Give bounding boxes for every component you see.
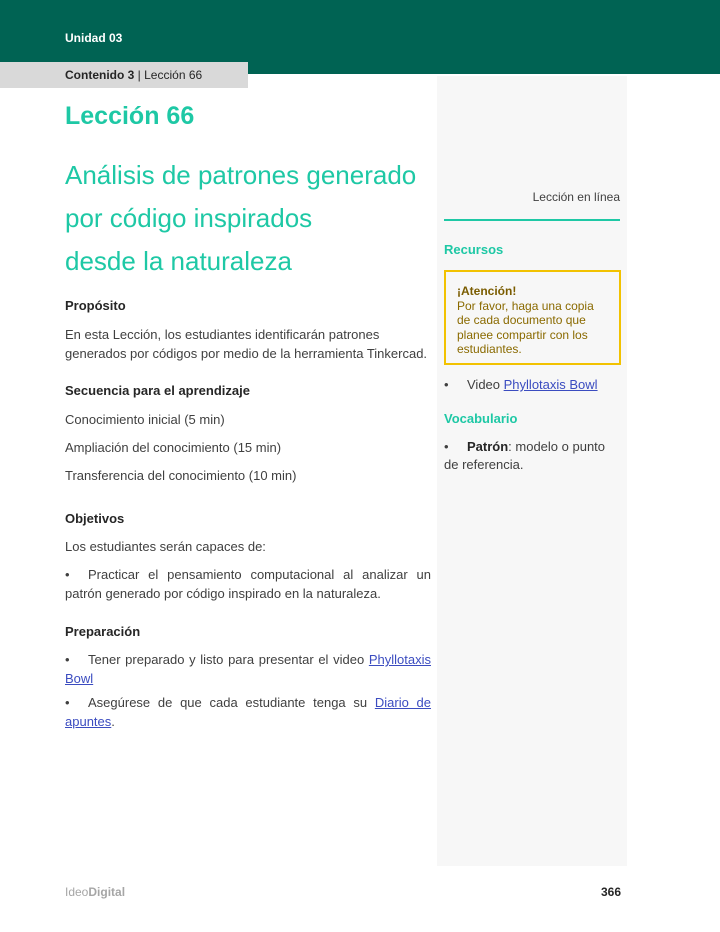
sequence-item: Ampliación del conocimiento (15 min) bbox=[65, 440, 282, 455]
vocabulary-heading: Vocabulario bbox=[444, 411, 518, 426]
objective-item bbox=[65, 565, 431, 603]
objectives-intro: Los estudiantes serán capaces de: bbox=[65, 539, 266, 554]
phyllotaxis-bowl-link[interactable]: Phyllotaxis Bowl bbox=[65, 652, 431, 686]
resources-heading: Recursos bbox=[444, 242, 504, 257]
period: . bbox=[111, 714, 115, 729]
page-number: 366 bbox=[600, 885, 621, 899]
notice-title: ¡Atención! bbox=[457, 284, 517, 298]
lesson-title: Lección 66 bbox=[65, 102, 195, 130]
sidebar-divider bbox=[444, 219, 620, 221]
preparation-text: Tener preparado y listo para presentar el video bbox=[88, 652, 369, 667]
diario-de-apuntes-link[interactable]: Diario de apuntes bbox=[65, 695, 432, 729]
breadcrumb-separator: | bbox=[134, 68, 145, 82]
preparation-text: Asegúrese de que cada estudiante tenga su bbox=[88, 695, 375, 710]
sequence-heading: Secuencia para el aprendizaje bbox=[65, 383, 250, 398]
unit-label: Unidad 03 bbox=[65, 31, 123, 45]
preparation-item bbox=[65, 650, 431, 688]
bullet-icon: • bbox=[65, 695, 70, 710]
breadcrumb-content: Contenido 3 bbox=[65, 68, 135, 82]
sequence-item: Conocimiento inicial (5 min) bbox=[65, 412, 225, 427]
objective-text: Practicar el pensamiento computacional al analizar un patrón generado por código inspirado en la naturaleza. bbox=[65, 567, 431, 601]
title-line: por código inspirados bbox=[65, 203, 313, 233]
purpose-text: En esta Lección, los estudiantes identificarán patrones generados por códigos por medio de la herramienta Tinkercad. bbox=[65, 327, 428, 361]
online-lesson-label: Lección en línea bbox=[532, 190, 620, 204]
preparation-item bbox=[65, 693, 431, 731]
vocabulary-item bbox=[444, 438, 620, 474]
resource-text: Video bbox=[467, 377, 504, 392]
notice-text: Por favor, haga una copia de cada documento que planee compartir con los estudiantes. bbox=[457, 298, 594, 356]
vocab-term: Patrón bbox=[467, 439, 509, 454]
page-title bbox=[65, 154, 435, 283]
purpose-heading: Propósito bbox=[65, 298, 126, 313]
breadcrumb bbox=[65, 68, 202, 82]
preparation-heading: Preparación bbox=[65, 624, 141, 639]
resource-item bbox=[444, 376, 620, 394]
brand-bold: Digital bbox=[88, 885, 126, 899]
sequence-item: Transferencia del conocimiento (10 min) bbox=[65, 468, 297, 483]
bullet-icon: • bbox=[65, 567, 70, 582]
title-line: desde la naturaleza bbox=[65, 246, 292, 276]
objectives-heading: Objetivos bbox=[65, 511, 125, 526]
bullet-icon: • bbox=[65, 652, 70, 667]
title-line: Análisis de patrones generado bbox=[65, 160, 417, 190]
breadcrumb-lesson: Lección 66 bbox=[144, 68, 203, 82]
brand-light: Ideo bbox=[65, 885, 89, 899]
vocab-definition: : modelo o punto de referencia. bbox=[444, 439, 606, 472]
footer-brand bbox=[65, 885, 125, 899]
phyllotaxis-bowl-resource-link[interactable]: Phyllotaxis Bowl bbox=[503, 377, 598, 392]
bullet-icon: • bbox=[444, 377, 449, 392]
attention-notice bbox=[444, 270, 621, 365]
bullet-icon: • bbox=[444, 439, 449, 454]
